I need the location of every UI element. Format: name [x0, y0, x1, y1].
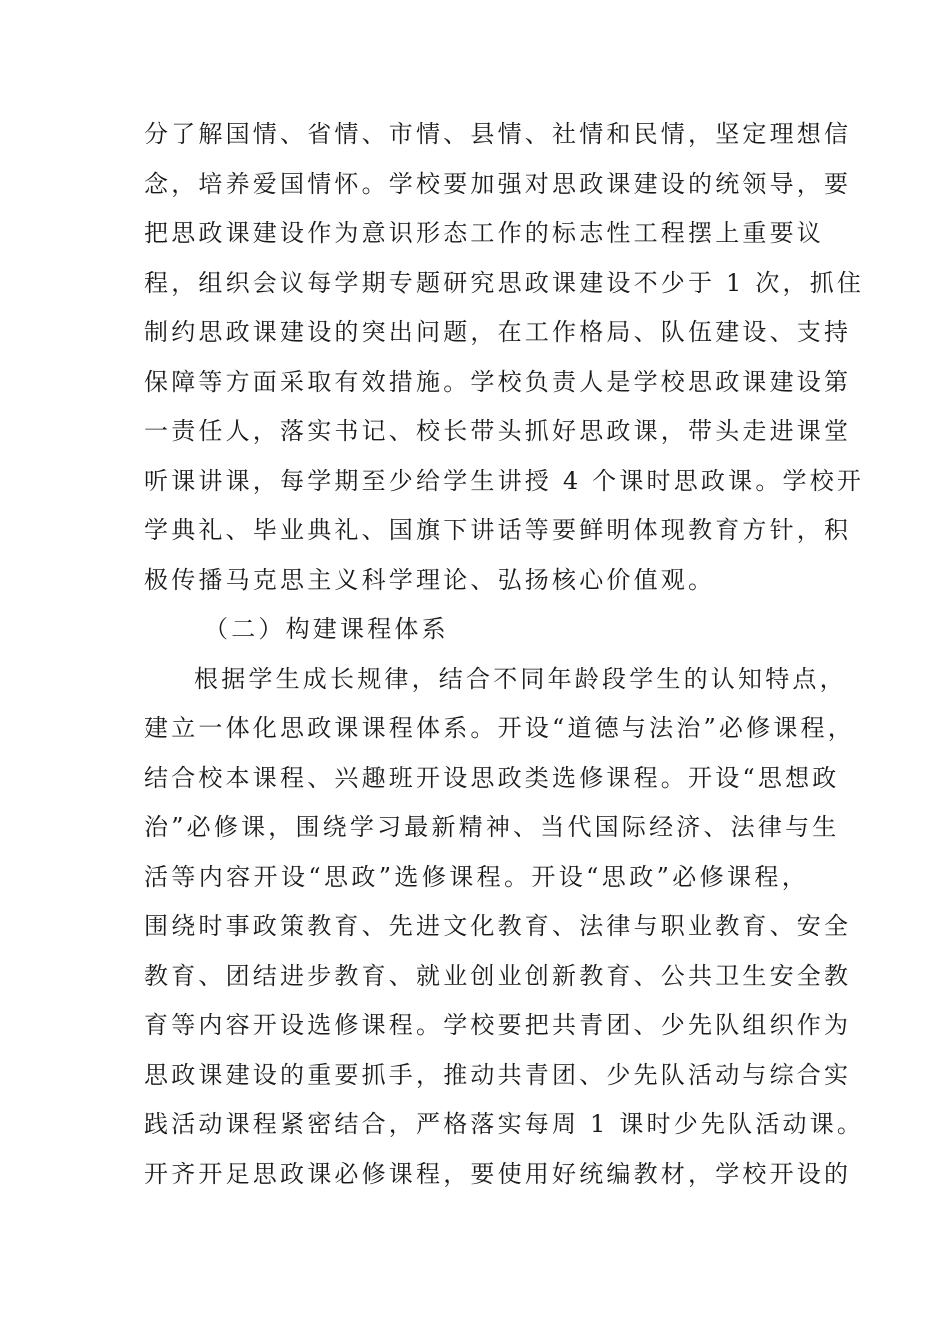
text-line: 结合校本课程、兴趣班开设思政类选修课程。开设“思想政 [144, 763, 840, 792]
text-line: 一责任人，落实书记、校长带头抓好思政课，带头走进课堂 [144, 417, 852, 445]
text-line: 学典礼、毕业典礼、国旗下讲话等要鲜明体现教育方针，积 [144, 516, 852, 544]
text-line: 治”必修课，围绕学习最新精神、当代国际经济、法律与生 [144, 813, 840, 841]
text-line: 念，培养爱国情怀。学校要加强对思政课建设的统领导，要 [144, 169, 852, 198]
text-line: 把思政课建设作为意识形态工作的标志性工程摆上重要议 [144, 219, 824, 247]
text-line: 建立一体化思政课课程体系。开设“道德与法治”必修课程， [144, 714, 855, 742]
text-line: 践活动课程紧密结合，严格落实每周 1 课时少先队活动课。 [144, 1110, 865, 1138]
paragraph-first-line: 根据学生成长规律，结合不同年龄段学生的认知特点， [194, 664, 847, 693]
text-line: 思政课建设的重要抓手，推动共青团、少先队活动与综合实 [144, 1060, 852, 1089]
section-heading: （二）构建课程体系 [204, 615, 449, 643]
text-line: 育等内容开设选修课程。学校要把共青团、少先队组织作为 [144, 1011, 852, 1039]
text-line: 围绕时事政策教育、先进文化教育、法律与职业教育、安全 [144, 912, 852, 940]
text-line: 制约思政课建设的突出问题，在工作格局、队伍建设、支持 [144, 318, 852, 346]
text-line: 活等内容开设“思政”选修课程。开设“思政”必修课程， [144, 862, 809, 891]
text-line: 分了解国情、省情、市情、县情、社情和民情，坚定理想信 [144, 120, 852, 148]
text-line: 保障等方面采取有效措施。学校负责人是学校思政课建设第 [144, 367, 852, 396]
text-line: 程，组织会议每学期专题研究思政课建设不少于 1 次，抓住 [144, 268, 865, 297]
text-line: 听课讲课，每学期至少给学生讲授 4 个课时思政课。学校开 [144, 466, 865, 495]
text-line: 极传播马克思主义科学理论、弘扬核心价值观。 [144, 565, 716, 594]
text-line: 开齐开足思政课必修课程，要使用好统编教材，学校开设的 [144, 1159, 852, 1188]
text-line: 教育、团结进步教育、就业创业创新教育、公共卫生安全教 [144, 961, 852, 990]
document-body [144, 110, 865, 1199]
